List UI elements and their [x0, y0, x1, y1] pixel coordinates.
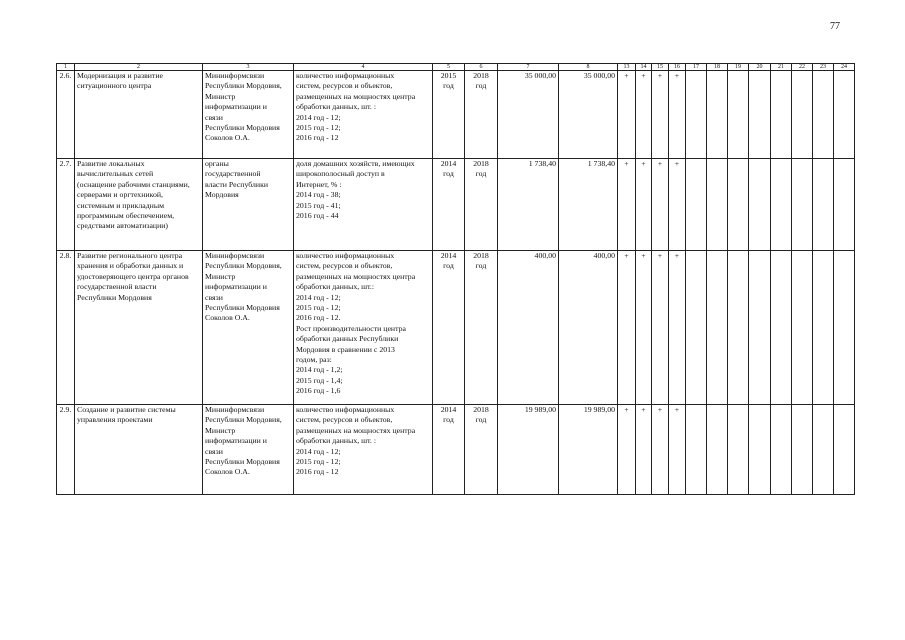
year-mark-cell: + [669, 251, 686, 405]
indicator-cell-line: размещенных на мощностях центра [296, 425, 416, 435]
indicator-cell-line: обработки данных Республики [296, 334, 399, 344]
start-year-cell-line: 2015 [440, 71, 457, 80]
activity-name-cell [75, 251, 203, 405]
empty-cell [728, 71, 749, 159]
end-year-cell [465, 405, 498, 495]
activity-number-cell: 2.7. [57, 159, 75, 251]
empty-cell [728, 251, 749, 405]
column-number-cell: 5 [433, 64, 465, 71]
year-mark-cell: + [652, 159, 669, 251]
year-mark-cell: + [636, 251, 652, 405]
activity-name-cell-line: Развитие локальных [77, 159, 145, 168]
indicator-cell-line: 2015 год - 12; [296, 303, 341, 313]
start-year-cell [433, 159, 465, 251]
executor-cell [203, 251, 294, 405]
column-number-cell: 19 [728, 64, 749, 71]
empty-cell [813, 405, 834, 495]
empty-cell [749, 71, 771, 159]
start-year-cell-line: 2014 [440, 251, 457, 260]
indicator-cell-line: Мордовия в сравнении с 2013 [296, 344, 395, 354]
indicator-cell-line: Интернет, % : [296, 179, 342, 189]
end-year-cell-line: 2018 [473, 71, 489, 80]
table-row [57, 71, 855, 159]
executor-cell-line: информатизации и [205, 102, 267, 112]
start-year-cell-line: 2014 [440, 159, 457, 168]
executor-cell-line: связи [205, 112, 223, 122]
empty-cell [749, 251, 771, 405]
end-year-cell-line: 2018 [473, 251, 489, 260]
indicator-cell-line: 2015 год - 12; [296, 123, 341, 133]
activity-name-cell-line: средствами автоматизации) [77, 221, 169, 231]
year-mark-cell: + [652, 405, 669, 495]
column-number-cell: 23 [813, 64, 834, 71]
indicator-cell-line: размещенных на мощностях центра [296, 271, 416, 281]
table-row [57, 251, 855, 405]
executor-cell-line: Республики Мордовия [205, 123, 280, 133]
start-year-cell [433, 405, 465, 495]
activity-name-cell-line: Создание и развитие системы [77, 405, 176, 414]
empty-cell [813, 71, 834, 159]
empty-cell [834, 251, 855, 405]
indicator-cell [294, 71, 433, 159]
total-funding-cell: 35 000,00 [498, 71, 559, 159]
total-funding-cell: 400,00 [498, 251, 559, 405]
indicator-cell-line: 2014 год - 12; [296, 446, 341, 456]
empty-cell [686, 251, 707, 405]
executor-cell-line: государственной [205, 169, 261, 179]
activity-name-cell-line: (оснащение рабочими станциями, [77, 179, 190, 189]
column-number-cell: 2 [75, 64, 203, 71]
activity-name-cell-line: серверами и оргтехникой, [77, 190, 163, 200]
activity-name-cell-line: управления проектами [77, 415, 153, 425]
executor-cell-line: Республики Мордовия, [205, 415, 282, 425]
executor-cell [203, 405, 294, 495]
indicator-cell-line: 2016 год - 12. [296, 313, 341, 323]
indicator-cell-line: количество информационных [296, 251, 395, 260]
empty-cell [707, 251, 728, 405]
empty-cell [707, 405, 728, 495]
executor-cell-line: Республики Мордовия [205, 457, 280, 467]
start-year-cell [433, 71, 465, 159]
end-year-cell-line: 2018 [473, 405, 489, 414]
activity-number-cell: 2.6. [57, 71, 75, 159]
empty-cell [834, 405, 855, 495]
empty-cell [686, 159, 707, 251]
start-year-cell-line: 2014 [440, 405, 457, 414]
executor-cell-line: Министр [205, 91, 236, 101]
empty-cell [707, 71, 728, 159]
column-number-cell: 4 [294, 64, 433, 71]
column-number-cell: 6 [465, 64, 498, 71]
executor-cell-line: связи [205, 292, 223, 302]
empty-cell [771, 405, 792, 495]
activity-name-cell-line: Модернизация и развитие [77, 71, 163, 80]
executor-cell-line: Мининформсвязи [205, 71, 265, 80]
column-number-cell: 7 [498, 64, 559, 71]
activity-name-cell-line: Республики Мордовия [77, 292, 152, 302]
executor-cell-line: Министр [205, 425, 236, 435]
empty-cell [834, 159, 855, 251]
executor-cell-line: Республики Мордовия, [205, 81, 282, 91]
empty-cell [813, 159, 834, 251]
column-number-row [57, 64, 855, 71]
budget-funding-cell: 19 989,00 [559, 405, 618, 495]
executor-cell-line: Республики Мордовия, [205, 261, 282, 271]
year-mark-cell: + [652, 251, 669, 405]
activity-name-cell-line: хранения и обработки данных и [77, 261, 184, 271]
column-number-cell: 21 [771, 64, 792, 71]
column-number-cell: 8 [559, 64, 618, 71]
column-number-cell: 13 [618, 64, 636, 71]
empty-cell [792, 405, 813, 495]
activity-name-cell [75, 71, 203, 159]
indicator-cell-line: обработки данных, шт. : [296, 102, 377, 112]
end-year-cell-line: 2018 [473, 159, 489, 168]
empty-cell [792, 159, 813, 251]
indicator-cell-line: 2015 год - 12; [296, 457, 341, 467]
activity-name-cell-line: системным и прикладным [77, 200, 165, 210]
indicator-cell-line: 2014 год - 1,2; [296, 365, 343, 375]
empty-cell [749, 159, 771, 251]
start-year-cell-line: год [443, 81, 454, 91]
column-number-cell: 24 [834, 64, 855, 71]
budget-funding-cell: 400,00 [559, 251, 618, 405]
year-mark-cell: + [618, 405, 636, 495]
executor-cell-line: органы [205, 159, 229, 168]
executor-cell-line: Республики Мордовия [205, 303, 280, 313]
executor-cell-line: связи [205, 446, 223, 456]
start-year-cell-line: год [443, 261, 454, 271]
indicator-cell-line: годом, раз: [296, 355, 332, 365]
indicator-cell-line: 2016 год - 44 [296, 211, 339, 221]
end-year-cell [465, 251, 498, 405]
indicator-cell [294, 405, 433, 495]
empty-cell [728, 405, 749, 495]
budget-funding-cell: 1 738,40 [559, 159, 618, 251]
indicator-cell-line: 2016 год - 12 [296, 467, 339, 477]
indicator-cell-line: 2014 год - 38; [296, 190, 341, 200]
end-year-cell-line: год [475, 261, 487, 271]
empty-cell [771, 159, 792, 251]
executor-cell-line: власти Республики [205, 179, 269, 189]
column-number-cell: 1 [57, 64, 75, 71]
year-mark-cell: + [669, 405, 686, 495]
table-row [57, 159, 855, 251]
year-mark-cell: + [618, 71, 636, 159]
column-number-cell: 20 [749, 64, 771, 71]
indicator-cell-line: 2014 год - 12; [296, 292, 341, 302]
end-year-cell-line: год [475, 169, 487, 179]
empty-cell [749, 405, 771, 495]
activity-name-cell-line: удостоверяющего центра органов [77, 271, 189, 281]
year-mark-cell: + [636, 71, 652, 159]
year-mark-cell: + [618, 251, 636, 405]
end-year-cell [465, 71, 498, 159]
end-year-cell-line: год [475, 415, 487, 425]
executor-cell-line: Мордовия [205, 190, 239, 200]
empty-cell [771, 251, 792, 405]
end-year-cell-line: год [475, 81, 487, 91]
activity-name-cell-line: государственной власти [77, 282, 157, 292]
indicator-cell-line: количество информационных [296, 71, 395, 80]
indicator-cell-line: обработки данных, шт. : [296, 436, 377, 446]
indicator-cell-line: широкополосный доступ в [296, 169, 385, 179]
total-funding-cell: 1 738,40 [498, 159, 559, 251]
empty-cell [686, 405, 707, 495]
activity-number-cell: 2.8. [57, 251, 75, 405]
indicator-cell-line: доля домашних хозяйств, имеющих [296, 159, 415, 168]
indicator-cell [294, 251, 433, 405]
indicator-cell-line: количество информационных [296, 405, 395, 414]
executor-cell [203, 159, 294, 251]
year-mark-cell: + [636, 405, 652, 495]
executor-cell-line: Соколов О.А. [205, 467, 250, 477]
empty-cell [771, 71, 792, 159]
indicator-cell-line: систем, ресурсов и объектов, [296, 261, 393, 271]
indicator-cell-line: систем, ресурсов и объектов, [296, 81, 393, 91]
indicator-cell-line: 2015 год - 1,4; [296, 375, 343, 385]
indicator-cell-line: 2015 год - 41; [296, 200, 341, 210]
year-mark-cell: + [669, 159, 686, 251]
executor-cell-line: Соколов О.А. [205, 133, 250, 143]
empty-cell [834, 71, 855, 159]
indicator-cell-line: систем, ресурсов и объектов, [296, 415, 393, 425]
activity-number-cell: 2.9. [57, 405, 75, 495]
indicator-cell-line: Рост производительности центра [296, 323, 406, 333]
activity-name-cell-line: ситуационного центра [77, 81, 152, 91]
program-activities-table [56, 63, 855, 495]
indicator-cell-line: 2016 год - 12 [296, 133, 339, 143]
executor-cell-line: Министр [205, 271, 236, 281]
empty-cell [813, 251, 834, 405]
table-row [57, 405, 855, 495]
executor-cell-line: Соколов О.А. [205, 313, 250, 323]
executor-cell-line: информатизации и [205, 436, 267, 446]
start-year-cell-line: год [443, 169, 454, 179]
year-mark-cell: + [636, 159, 652, 251]
year-mark-cell: + [652, 71, 669, 159]
indicator-cell-line: размещенных на мощностях центра [296, 91, 416, 101]
year-mark-cell: + [618, 159, 636, 251]
empty-cell [792, 71, 813, 159]
executor-cell-line: информатизации и [205, 282, 267, 292]
column-number-cell: 17 [686, 64, 707, 71]
indicator-cell-line: 2016 год - 1,6 [296, 386, 341, 396]
empty-cell [792, 251, 813, 405]
page-number: 77 [830, 21, 840, 32]
end-year-cell [465, 159, 498, 251]
column-number-cell: 22 [792, 64, 813, 71]
column-number-cell: 14 [636, 64, 652, 71]
indicator-cell-line: обработки данных, шт.: [296, 282, 375, 292]
activity-name-cell [75, 159, 203, 251]
start-year-cell [433, 251, 465, 405]
indicator-cell [294, 159, 433, 251]
executor-cell-line: Мининформсвязи [205, 251, 265, 260]
year-mark-cell: + [669, 71, 686, 159]
activity-name-cell-line: программным обеспечением, [77, 211, 175, 221]
column-number-cell: 18 [707, 64, 728, 71]
empty-cell [707, 159, 728, 251]
activity-name-cell-line: вычислительных сетей [77, 169, 154, 179]
activity-name-cell-line: Развитие регионального центра [77, 251, 183, 260]
executor-cell [203, 71, 294, 159]
column-number-cell: 15 [652, 64, 669, 71]
column-number-cell: 16 [669, 64, 686, 71]
activity-name-cell [75, 405, 203, 495]
budget-funding-cell: 35 000,00 [559, 71, 618, 159]
total-funding-cell: 19 989,00 [498, 405, 559, 495]
column-number-cell: 3 [203, 64, 294, 71]
empty-cell [686, 71, 707, 159]
start-year-cell-line: год [443, 415, 454, 425]
indicator-cell-line: 2014 год - 12; [296, 112, 341, 122]
empty-cell [728, 159, 749, 251]
executor-cell-line: Мининформсвязи [205, 405, 265, 414]
